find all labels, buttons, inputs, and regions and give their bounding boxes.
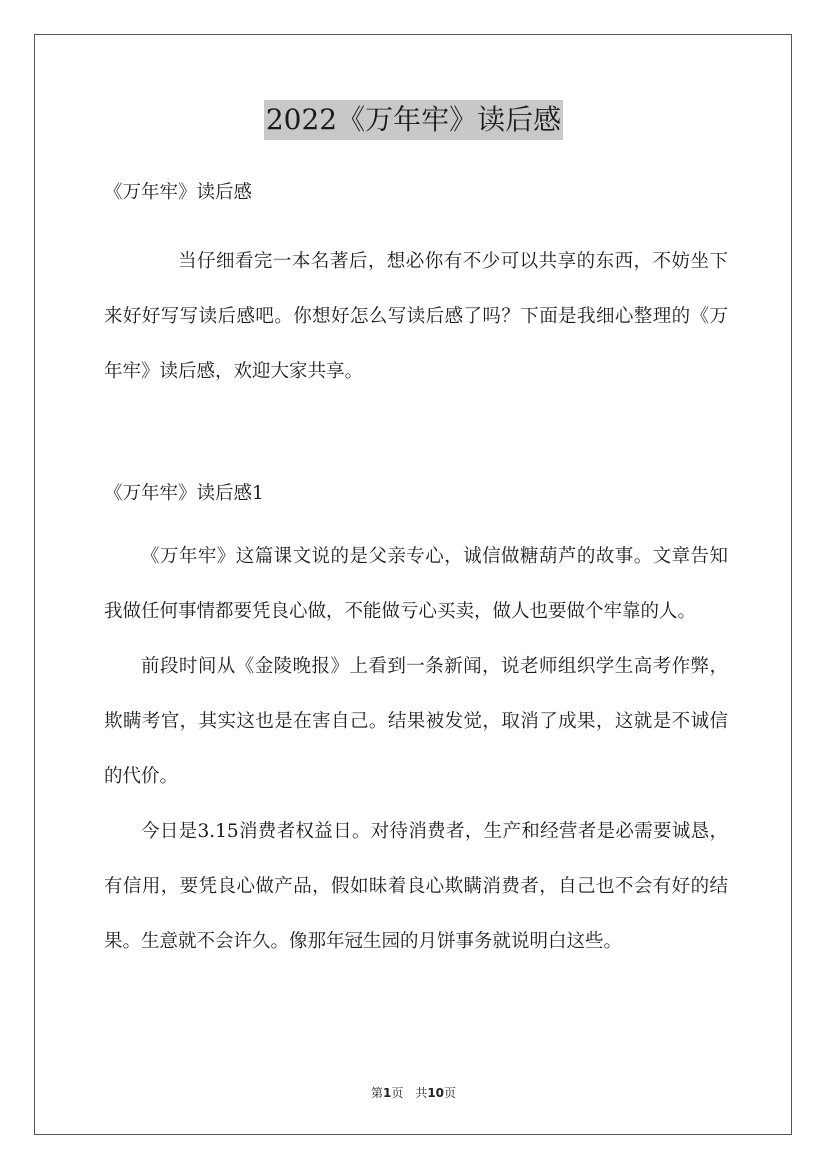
intro-paragraph: 当仔细看完一本名著后，想必你有不少可以共享的东西，不妨坐下来好好写写读后感吧。你想好怎么写读后感了吗？下面是我细心整理的《万年牢》读后感，欢迎大家共享。 bbox=[104, 251, 728, 382]
document-subtitle: 《万年牢》读后感 bbox=[104, 182, 253, 203]
footer-page-suffix: 页 bbox=[444, 1086, 457, 1100]
footer-page-mid: 页 共 bbox=[391, 1086, 428, 1100]
body-paragraph-3: 今日是3.15消费者权益日。对待消费者，生产和经营者是必需要诚恳，有信用，要凭良心做产品，假如昧着良心欺瞒消费者，自己也不会有好的结果。生意就不会许久。像那年冠生园的月饼事务就说明白这些。 bbox=[104, 821, 728, 952]
page-footer bbox=[0, 1084, 827, 1101]
title-container bbox=[0, 100, 827, 140]
document-title: 2022《万年牢》读后感 bbox=[264, 100, 563, 140]
document-body bbox=[104, 178, 728, 969]
body-paragraph-2: 前段时间从《金陵晚报》上看到一条新闻，说老师组织学生高考作弊，欺瞒考官，其实这也是在害自己。结果被发觉，取消了成果，这就是不诚信的代价。 bbox=[104, 656, 728, 787]
footer-page-total: 10 bbox=[427, 1086, 445, 1100]
section-spacer bbox=[104, 399, 728, 479]
footer-page-current: 1 bbox=[382, 1086, 392, 1100]
body-paragraph-1: 《万年牢》这篇课文说的是父亲专心，诚信做糖葫芦的故事。文章告知我做任何事情都要凭良心做，不能做亏心买卖，做人也要做个牢靠的人。 bbox=[104, 546, 728, 622]
heading-spacer bbox=[104, 509, 728, 529]
footer-page-prefix: 第 bbox=[370, 1086, 383, 1100]
section-heading: 《万年牢》读后感1 bbox=[104, 483, 264, 504]
